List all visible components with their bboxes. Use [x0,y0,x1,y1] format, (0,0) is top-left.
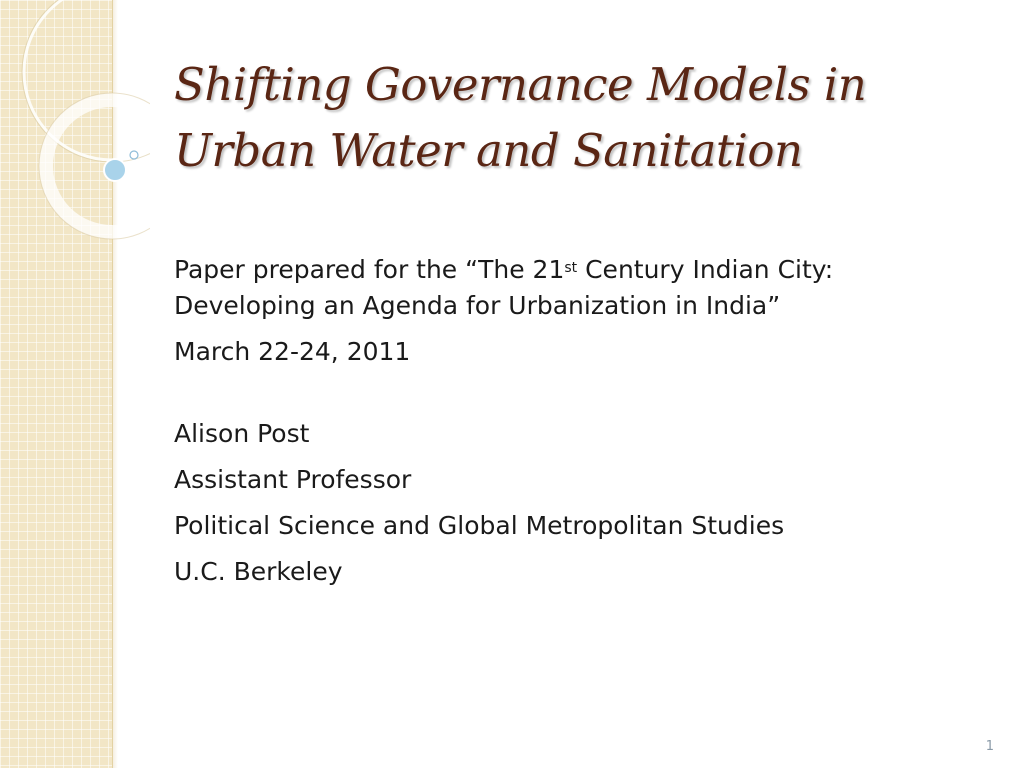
decorative-blue-dot-small [130,151,138,159]
conference-date: March 22-24, 2011 [174,337,411,366]
paper-info-line-1 [174,252,974,288]
spacer [174,370,974,416]
author-department: Political Science and Global Metropolitan Studies [174,511,785,540]
author-institution: U.C. Berkeley [174,557,343,586]
decorative-ring-outer-shadow [22,0,150,162]
slide-title-line-2: Urban Water and Sanitation [174,124,803,177]
slide-title [174,52,974,184]
author-name: Alison Post [174,419,310,448]
paper-info-line-2: Developing an Agenda for Urbanization in India” [174,291,781,320]
decorative-ring-inner [46,100,150,232]
paper-info-text-a: Paper prepared for the “The 21 [174,255,565,284]
slide-body [174,252,974,590]
page-number: 1 [985,739,994,754]
decorative-ring-outer [24,0,150,160]
ordinal-superscript: st [564,260,578,276]
decorative-ring-inner-shadow [39,93,150,239]
author-title: Assistant Professor [174,465,412,494]
decorative-rings-graphic [0,0,150,260]
paper-info-text-b: Century Indian City: [577,255,834,284]
decorative-blue-dot-large [104,159,126,181]
slide-title-line-1: Shifting Governance Models in [174,58,867,111]
